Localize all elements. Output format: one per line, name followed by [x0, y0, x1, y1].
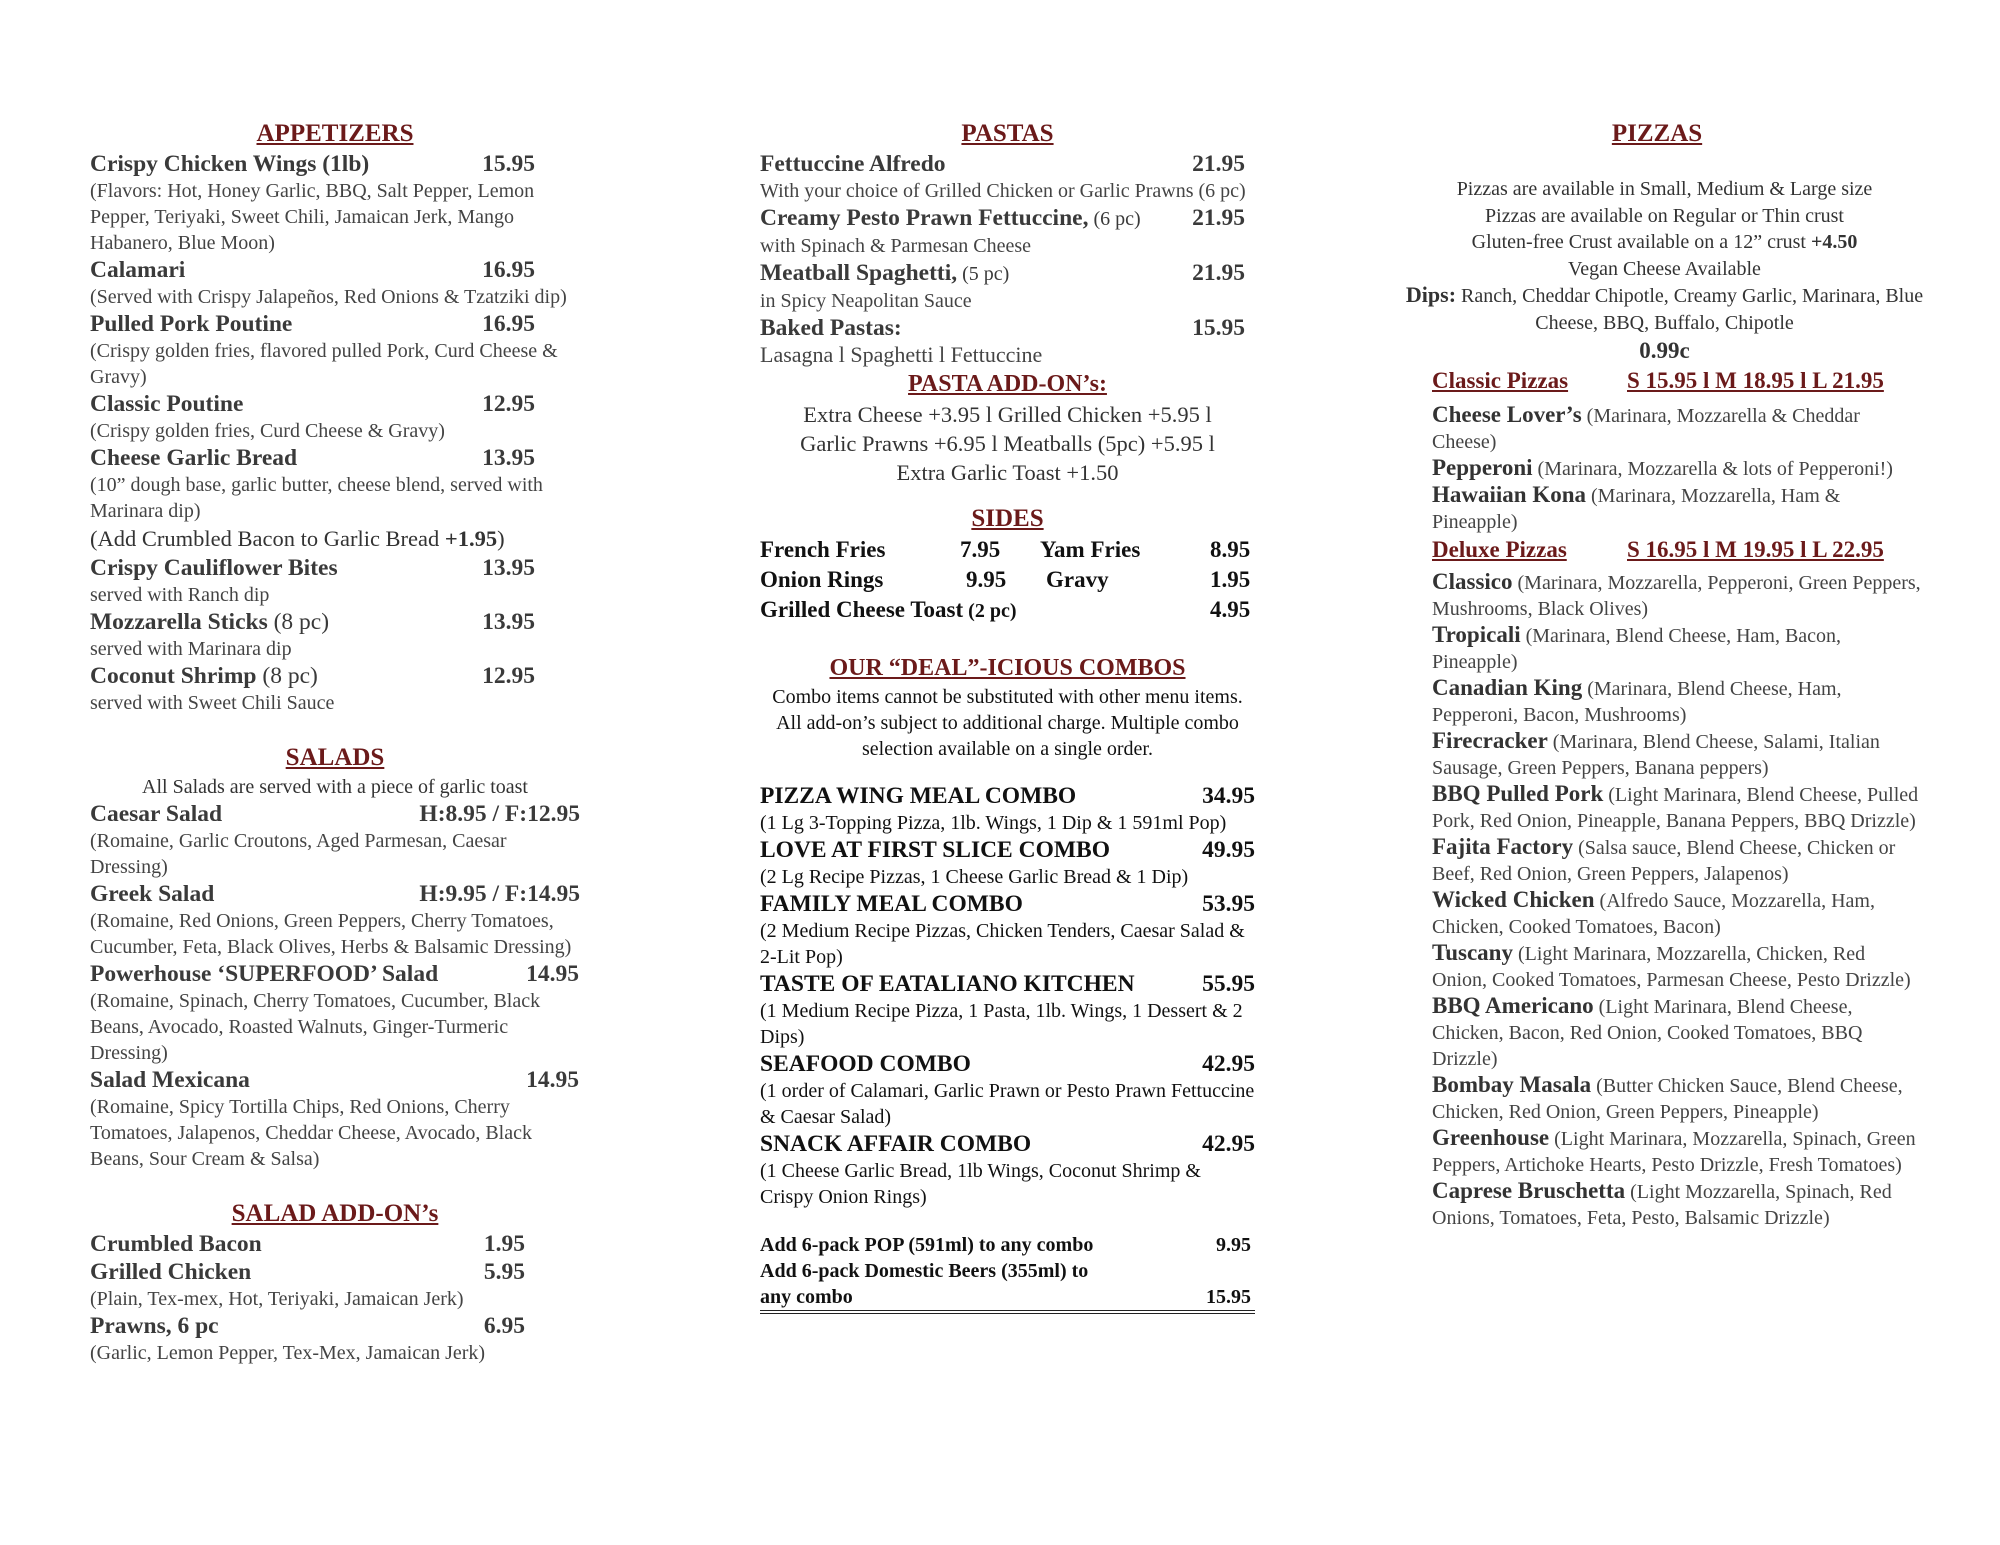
item-name: Cheese Garlic Bread [90, 445, 298, 471]
item-description: With your choice of Grilled Chicken or Garlic Prawns (6 pc) [760, 180, 1246, 202]
pizza-name: Firecracker [1432, 728, 1548, 753]
item-price: 15.95 [482, 151, 535, 177]
deluxe-pizzas-prices: S 16.95 l M 19.95 l L 22.95 [1627, 537, 1884, 562]
combo-description: (2 Medium Recipe Pizzas, Chicken Tenders, Caesar Salad & 2-Lit Pop) [760, 920, 1245, 968]
pizza-name: Bombay Masala [1432, 1072, 1592, 1097]
classic-pizzas-label: Classic Pizzas [1432, 368, 1569, 393]
middle-column [760, 118, 1255, 1314]
pizza-toppings: (Butter Chicken Sauce, Blend Cheese, Chicken, Red Onion, Green Peppers, Pineapple) [1432, 1075, 1903, 1123]
pasta-addons-list [760, 400, 1255, 487]
item-name: Salad Mexicana [90, 1067, 250, 1093]
pizza-toppings: (Marinara, Blend Cheese, Salami, Italian Sausage, Green Peppers, Banana peppers) [1432, 731, 1880, 779]
item-price: H:8.95 / F:12.95 [419, 801, 580, 827]
right-column [1405, 118, 1924, 1231]
combo-description: (1 Cheese Garlic Bread, 1lb Wings, Coconut Shrimp & Crispy Onion Rings) [760, 1160, 1201, 1208]
item-price: 14.95 [526, 1067, 579, 1093]
item-name: Fettuccine Alfredo [760, 151, 946, 177]
pizza-info-line: Pizzas are available on Regular or Thin crust [1485, 204, 1844, 227]
item-price: 5.95 [483, 1259, 525, 1285]
menu-item [90, 960, 580, 1066]
pizza-info [1387, 176, 1942, 366]
item-description: (Romaine, Spinach, Cherry Tomatoes, Cucumber, Black Beans, Avocado, Roasted Walnuts, Ginger-Turmeric Dressing) [90, 990, 541, 1064]
item-description: with Spinach & Parmesan Cheese [760, 235, 1032, 257]
item-price: 16.95 [482, 311, 535, 337]
appetizers-heading: APPETIZERS [256, 120, 414, 147]
pasta-addons-heading: PASTA ADD-ON’s: [908, 371, 1107, 397]
pizza-name: Caprese Bruschetta [1432, 1178, 1626, 1203]
combo-item [760, 970, 1255, 1050]
item-name: Creamy Pesto Prawn Fettuccine, [760, 205, 1089, 231]
salads-heading: SALADS [285, 744, 385, 771]
pizza-item [1432, 1072, 1922, 1125]
combo-price: 34.95 [1202, 783, 1255, 809]
menu-item [760, 259, 1255, 314]
pizza-info-text: Gluten-free Crust available on a 12” crust [1471, 231, 1811, 253]
item-name: Crumbled Bacon [90, 1231, 262, 1257]
item-description: (Romaine, Red Onions, Green Peppers, Cherry Tomatoes, Cucumber, Feta, Black Olives, Herbs & Balsamic Dressing) [90, 910, 572, 958]
item-description: (Flavors: Hot, Honey Garlic, BBQ, Salt Pepper, Lemon Pepper, Teriyaki, Sweet Chili, Jamaican Jerk, Mango Habanero, Blue Moon) [90, 180, 535, 254]
side-pieces: (2 pc) [963, 600, 1017, 622]
pizza-name: Fajita Factory [1432, 834, 1574, 859]
sides-row [760, 595, 1255, 626]
pizza-item [1432, 781, 1922, 834]
item-price: 14.95 [526, 961, 579, 987]
item-name: Caesar Salad [90, 801, 223, 827]
combo-price: 55.95 [1202, 971, 1255, 997]
item-description: (Romaine, Spicy Tortilla Chips, Red Onions, Cherry Tomatoes, Jalapenos, Cheddar Cheese, Avocado, Black Beans, Sour Cream & Salsa) [90, 1096, 532, 1170]
item-pieces: (8 pc) [267, 609, 330, 635]
item-description: served with Sweet Chili Sauce [90, 692, 335, 714]
combo-description: (1 Lg 3-Topping Pizza, 1lb. Wings, 1 Dip & 1 591ml Pop) [760, 812, 1227, 834]
item-price: 1.95 [483, 1231, 525, 1257]
pizza-dips [1387, 282, 1942, 336]
menu-item [90, 150, 580, 256]
pizza-toppings: (Marinara, Mozzarella, Ham & Pineapple) [1432, 485, 1841, 533]
item-name: Pulled Pork Poutine [90, 311, 293, 337]
menu-item [90, 1312, 580, 1366]
pasta-addons-line: Extra Cheese +3.95 l Grilled Chicken +5.95 l [803, 402, 1212, 427]
item-name: Grilled Chicken [90, 1259, 252, 1285]
item-price: 21.95 [1192, 151, 1245, 177]
pizza-toppings: (Marinara, Mozzarella, Pepperoni, Green Peppers, Mushrooms, Black Olives) [1432, 572, 1921, 620]
item-description: served with Ranch dip [90, 584, 270, 606]
combo-name: PIZZA WING MEAL COMBO [760, 783, 1077, 809]
pizza-toppings: (Alfredo Sauce, Mozzarella, Ham, Chicken, Cooked Tomatoes, Bacon) [1432, 890, 1875, 938]
item-price: 12.95 [482, 663, 535, 689]
pizza-name: Greenhouse [1432, 1125, 1550, 1150]
pizza-info-line: Vegan Cheese Available [1568, 257, 1761, 280]
pizza-item [1432, 728, 1922, 781]
pizza-item [1432, 887, 1922, 940]
pizza-name: Tropicali [1432, 622, 1521, 647]
combo-price: 53.95 [1202, 891, 1255, 917]
pizza-name: Wicked Chicken [1432, 887, 1595, 912]
item-name: Crispy Cauliflower Bites [90, 555, 338, 581]
salads-note: All Salads are served with a piece of garlic toast [142, 776, 528, 798]
item-name: Coconut Shrimp [90, 663, 257, 689]
menu-item [90, 662, 580, 716]
item-price: 12.95 [482, 391, 535, 417]
item-name: Crispy Chicken Wings (1lb) [90, 151, 370, 177]
menu-item [90, 554, 580, 608]
combos-heading: OUR “DEAL”-ICIOUS COMBOS [829, 655, 1186, 681]
dips-text: Ranch, Cheddar Chipotle, Creamy Garlic, Marinara, Blue Cheese, BBQ, Buffalo, Chipotle [1456, 285, 1924, 334]
combo-addon-price: 9.95 [1216, 1234, 1251, 1256]
pasta-addons-line: Extra Garlic Toast +1.50 [896, 460, 1119, 485]
combo-name: TASTE OF EATALIANO KITCHEN [760, 971, 1135, 997]
item-description: Lasagna l Spaghetti l Fettuccine [760, 342, 1043, 367]
pizza-toppings: (Light Marinara, Blend Cheese, Chicken, Bacon, Red Onion, Cooked Tomatoes, BBQ Drizzle) [1432, 996, 1863, 1070]
menu-item [90, 1230, 580, 1258]
pizza-info-line: Pizzas are available in Small, Medium & Large size [1456, 178, 1873, 200]
pizza-item [1432, 675, 1922, 728]
item-pieces: (8 pc) [256, 663, 318, 689]
item-description: (Romaine, Garlic Croutons, Aged Parmesan, Caesar Dressing) [90, 830, 507, 878]
dips-label: Dips: [1405, 282, 1457, 307]
combo-addon-label: Add 6-pack POP (591ml) to any combo [760, 1234, 1094, 1256]
classic-pizzas-prices: S 15.95 l M 18.95 l L 21.95 [1627, 368, 1884, 393]
menu-item [760, 204, 1255, 259]
combo-item [760, 890, 1255, 970]
pizza-name: Tuscany [1432, 940, 1513, 965]
item-price: 13.95 [482, 609, 535, 635]
side-price: 7.95 [960, 537, 1001, 562]
item-price: 6.95 [483, 1313, 525, 1339]
pizza-item [1432, 1125, 1922, 1178]
deluxe-pizzas-label: Deluxe Pizzas [1432, 537, 1567, 562]
pizza-toppings: (Light Marinara, Mozzarella, Spinach, Green Peppers, Artichoke Hearts, Pesto Drizzle, Fresh Tomatoes) [1432, 1128, 1916, 1176]
menu-item [90, 800, 580, 880]
menu-item [90, 310, 580, 390]
combo-addon-label: Add 6-pack Domestic Beers (355ml) to [760, 1260, 1089, 1282]
item-pieces: (6 pc) [1088, 208, 1141, 230]
pizza-item [1432, 482, 1922, 535]
item-price: 21.95 [1192, 260, 1245, 286]
item-name: Powerhouse ‘SUPERFOOD’ Salad [90, 961, 439, 987]
pizza-info-line [1387, 229, 1942, 256]
pizza-toppings: (Marinara, Blend Cheese, Ham, Bacon, Pineapple) [1432, 625, 1842, 673]
pizza-name: Canadian King [1432, 675, 1583, 700]
item-pieces: (5 pc) [957, 263, 1010, 285]
menu-item [90, 444, 580, 524]
menu-item [90, 1066, 580, 1172]
deluxe-pizzas-header [1432, 535, 1922, 565]
pizza-item [1432, 402, 1922, 455]
item-name: Mozzarella Sticks [90, 609, 268, 635]
combo-price: 42.95 [1202, 1051, 1255, 1077]
item-name: Calamari [90, 257, 186, 283]
combo-item [760, 1050, 1255, 1130]
item-name: Classic Poutine [90, 391, 244, 417]
pizza-item [1432, 1178, 1922, 1231]
combo-name: LOVE AT FIRST SLICE COMBO [760, 837, 1110, 863]
combo-addon-beer [760, 1258, 1255, 1314]
pizza-name: BBQ Pulled Pork [1432, 781, 1604, 806]
side-name: Gravy [1046, 567, 1109, 592]
bacon-addon-note [90, 524, 580, 554]
pizza-toppings: (Marinara, Mozzarella & Cheddar Cheese) [1432, 405, 1860, 453]
pizza-item [1432, 569, 1922, 622]
left-column [90, 118, 580, 1366]
side-price: 1.95 [1210, 567, 1251, 592]
side-name: Onion Rings [760, 567, 884, 592]
item-name: Meatball Spaghetti, [760, 260, 958, 286]
combo-name: SEAFOOD COMBO [760, 1051, 971, 1077]
item-price: 16.95 [482, 257, 535, 283]
menu-item [90, 608, 580, 662]
menu-item [760, 150, 1255, 204]
item-price: H:9.95 / F:14.95 [419, 881, 580, 907]
item-price: 21.95 [1192, 205, 1245, 231]
combo-name: FAMILY MEAL COMBO [760, 891, 1023, 917]
sides-heading: SIDES [971, 505, 1044, 532]
dips-price: 0.99c [1639, 338, 1690, 363]
item-description: (10” dough base, garlic butter, cheese blend, served with Marinara dip) [90, 474, 543, 522]
item-description: (Garlic, Lemon Pepper, Tex-Mex, Jamaican Jerk) [90, 1342, 486, 1364]
bacon-note-text: (Add Crumbled Bacon to Garlic Bread [90, 526, 445, 551]
item-description: (Crispy golden fries, flavored pulled Pork, Curd Cheese & Gravy) [90, 340, 558, 388]
side-name: French Fries [760, 537, 886, 562]
item-name: Greek Salad [90, 881, 215, 907]
pizza-name: Cheese Lover’s [1432, 402, 1582, 427]
pizza-toppings: (Salsa sauce, Blend Cheese, Chicken or Beef, Red Onion, Green Peppers, Jalapenos) [1432, 837, 1896, 885]
pizza-item [1432, 993, 1922, 1072]
pizza-toppings: (Light Marinara, Mozzarella, Chicken, Red Onion, Cooked Tomatoes, Parmesan Cheese, Pesto Drizzle) [1432, 943, 1911, 991]
pastas-heading: PASTAS [961, 120, 1054, 147]
side-price: 9.95 [966, 567, 1007, 592]
combo-price: 49.95 [1202, 837, 1255, 863]
pizza-toppings: (Light Marinara, Blend Cheese, Pulled Pork, Red Onion, Pineapple, Banana Peppers, BBQ Drizzle) [1432, 784, 1919, 832]
salad-addons-heading: SALAD ADD-ON’s [231, 1200, 439, 1227]
menu-item [760, 314, 1255, 368]
classic-pizzas-header [1432, 366, 1922, 396]
item-description: in Spicy Neapolitan Sauce [760, 290, 972, 312]
bacon-note-close: ) [497, 526, 505, 551]
combo-item [760, 782, 1255, 836]
combo-description: (1 Medium Recipe Pizza, 1 Pasta, 1lb. Wings, 1 Dessert & 2 Dips) [760, 1000, 1243, 1048]
sides-row [760, 535, 1255, 565]
pizzas-heading: PIZZAS [1611, 120, 1703, 147]
combo-description: (2 Lg Recipe Pizzas, 1 Cheese Garlic Bread & 1 Dip) [760, 866, 1189, 888]
pasta-addons-line: Garlic Prawns +6.95 l Meatballs (5pc) +5.95 l [800, 431, 1215, 456]
pizza-toppings: (Marinara, Mozzarella & lots of Pepperoni!) [1532, 458, 1893, 480]
bacon-note-price: +1.95 [444, 526, 498, 551]
pizza-name: Classico [1432, 569, 1513, 594]
item-name: Baked Pastas: [760, 315, 902, 341]
pizza-item [1432, 834, 1922, 887]
combo-description: (1 order of Calamari, Garlic Prawn or Pesto Prawn Fettuccine & Caesar Salad) [760, 1080, 1255, 1128]
pizza-item [1432, 455, 1922, 482]
menu-item [90, 1258, 580, 1312]
item-price: 13.95 [482, 445, 535, 471]
combo-item [760, 1130, 1255, 1210]
combo-addon-price: 15.95 [1206, 1286, 1251, 1308]
menu-item [90, 390, 580, 444]
combo-name: SNACK AFFAIR COMBO [760, 1131, 1032, 1157]
pizza-toppings: (Light Mozzarella, Spinach, Red Onions, Tomatoes, Feta, Pesto, Balsamic Drizzle) [1432, 1181, 1892, 1229]
item-description: (Served with Crispy Jalapeños, Red Onions & Tzatziki dip) [90, 286, 567, 308]
sides-row [760, 565, 1255, 595]
menu-item [90, 256, 580, 310]
combo-item [760, 836, 1255, 890]
menu-item [90, 880, 580, 960]
item-description: (Crispy golden fries, Curd Cheese & Gravy) [90, 420, 445, 442]
pizza-item [1432, 940, 1922, 993]
item-price: 15.95 [1192, 315, 1245, 341]
pizza-item [1432, 622, 1922, 675]
combo-price: 42.95 [1202, 1131, 1255, 1157]
side-price: 4.95 [1210, 597, 1251, 622]
side-name: Grilled Cheese Toast [760, 597, 964, 622]
combos-note: Combo items cannot be substituted with other menu items. All add-on’s subject to additional charge. Multiple combo selection available on a single order. [772, 686, 1243, 760]
side-name: Yam Fries [1040, 537, 1141, 562]
item-name: Prawns, 6 pc [90, 1313, 219, 1339]
item-description: (Plain, Tex-mex, Hot, Teriyaki, Jamaican Jerk) [90, 1288, 464, 1310]
item-price: 13.95 [482, 555, 535, 581]
pizza-info-price: +4.50 [1810, 231, 1858, 253]
combo-addon-label: any combo [760, 1286, 853, 1308]
pizza-name: Hawaiian Kona [1432, 482, 1587, 507]
pizza-name: BBQ Americano [1432, 993, 1594, 1018]
side-price: 8.95 [1210, 537, 1251, 562]
pizza-toppings: (Marinara, Blend Cheese, Ham, Pepperoni, Bacon, Mushrooms) [1432, 678, 1842, 726]
pizza-name: Pepperoni [1432, 455, 1533, 480]
item-description: served with Marinara dip [90, 638, 292, 660]
combo-addon-pop [760, 1232, 1255, 1258]
